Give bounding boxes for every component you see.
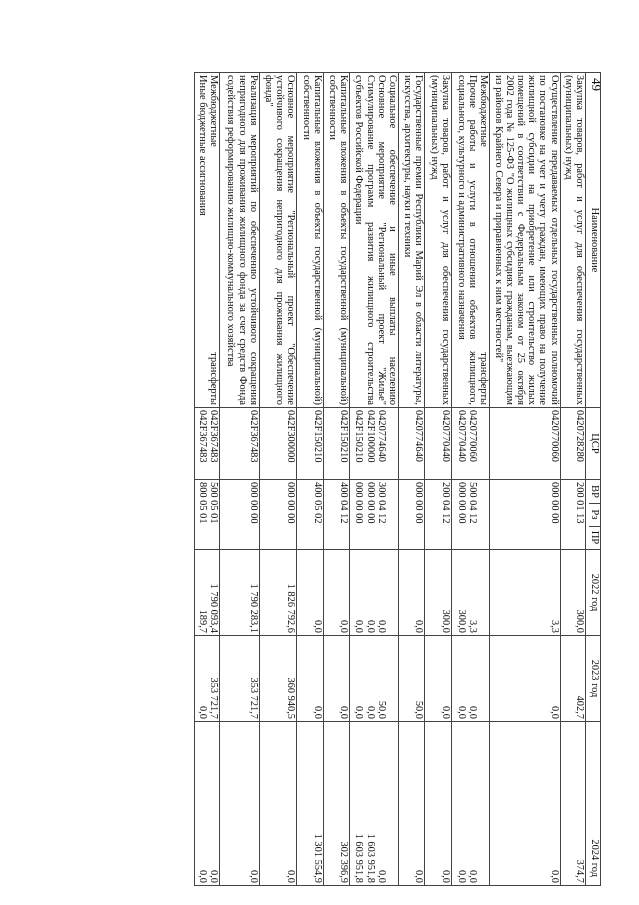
row-2024-cell [323, 722, 349, 886]
row-2022-cell [560, 550, 585, 636]
cell-value: 0,0 [247, 870, 259, 883]
row-2022-cell [350, 550, 399, 636]
cell-value: 400 05 02 [311, 482, 323, 524]
cell-value: 000 00 00 [247, 482, 259, 524]
row-name-line: Иные бюджетные ассигнования [196, 75, 208, 216]
cell-value: 042F367483 [196, 410, 208, 463]
row-vr-rz-pr-cell [398, 480, 424, 550]
row-vr-rz-pr-cell [220, 480, 260, 550]
cell-value: 0,0 [285, 870, 297, 883]
row-vr-rz-pr-cell [451, 480, 490, 550]
cell-value: 0,0 [455, 706, 467, 719]
cell-value: 0,0 [208, 870, 220, 883]
cell-value: 0,0 [467, 706, 479, 719]
row-name-line: (муниципальных) нужд [428, 75, 440, 180]
row-name-line: (муниципальных) нужд [562, 75, 574, 180]
row-2023-cell [490, 636, 560, 722]
cell-value: 0,0 [196, 706, 208, 719]
row-2023-cell [451, 636, 490, 722]
row-2022-cell [451, 550, 490, 636]
cell-value: 374,7 [574, 859, 585, 883]
row-2023-cell [425, 636, 451, 722]
cell-value: 189,7 [196, 609, 208, 633]
cell-value: 0420770060 [548, 410, 560, 462]
header-name: Наименование [586, 73, 601, 408]
row-2024-cell [490, 722, 560, 886]
cell-value: 1 790 283,1 [247, 583, 259, 633]
cell-value: 0420770440 [439, 410, 451, 462]
row-2022-cell [259, 550, 297, 636]
row-csr-cell [560, 408, 585, 480]
row-name-line: Основное мероприятие "Региональный проект "Обеспечение [285, 75, 297, 405]
cell-value: 000 00 00 [364, 482, 376, 524]
table-row [560, 73, 585, 886]
cell-value: 0,0 [353, 620, 365, 633]
cell-value: 0,0 [338, 706, 350, 719]
table-body [194, 73, 585, 886]
cell-value: 300,0 [455, 609, 467, 633]
row-vr-rz-pr-cell [490, 480, 560, 550]
row-vr-rz-pr-cell [323, 480, 349, 550]
cell-value: 0,0 [364, 620, 376, 633]
row-2023-cell [560, 636, 585, 722]
cell-value: 000 00 00 [353, 482, 365, 524]
row-name-cell [398, 73, 424, 408]
cell-value: 0420774640 [375, 410, 387, 462]
cell-value: 0,0 [439, 870, 451, 883]
row-name-line: помещений в соответствии с Федеральным законом от 25 октября [514, 75, 526, 405]
cell-value: 000 00 00 [455, 482, 467, 524]
table-row [451, 73, 490, 886]
cell-value: 1 790 093,4 [208, 583, 220, 633]
row-csr-cell [490, 408, 560, 480]
row-name-cell [425, 73, 451, 408]
cell-value: 000 00 00 [413, 482, 425, 524]
cell-value: 0,0 [455, 870, 467, 883]
row-name-cell [490, 73, 560, 408]
row-2024-cell [425, 722, 451, 886]
table-row [259, 73, 297, 886]
cell-value: 0,0 [338, 620, 350, 633]
row-name-cell [560, 73, 585, 408]
row-name-line: Государственные премии Республики Марий Эл в области литературы, [413, 75, 425, 405]
row-2024-cell [451, 722, 490, 886]
row-name-line: искусства, архитектуры, науки и техники [402, 75, 414, 258]
row-2023-cell [297, 636, 323, 722]
cell-value: 000 00 00 [548, 482, 560, 524]
table-row [323, 73, 349, 886]
cell-value: 042F367483 [208, 410, 220, 463]
row-2023-cell [194, 636, 219, 722]
row-name-line: 2002 года № 125-ФЗ "О жилищных субсидиях гражданам, выезжающим [503, 75, 515, 405]
row-2022-cell [297, 550, 323, 636]
row-2023-cell [323, 636, 349, 722]
row-name-line: Основное мероприятие "Региональный проект "Жилье" [375, 75, 387, 405]
row-2023-cell [220, 636, 260, 722]
row-name-line: собственности [326, 75, 338, 140]
row-name-line: Межбюджетные трансферты [208, 75, 220, 405]
cell-value: 0420770060 [467, 410, 479, 462]
cell-value: 042F150210 [311, 410, 323, 463]
table-row [297, 73, 323, 886]
table-row [350, 73, 399, 886]
row-vr-rz-pr-cell [425, 480, 451, 550]
table-row [194, 73, 219, 886]
cell-value: 302 396,9 [338, 841, 350, 883]
row-csr-cell [425, 408, 451, 480]
row-name-cell [323, 73, 349, 408]
cell-value: 1 826 792,6 [285, 583, 297, 633]
row-2024-cell [297, 722, 323, 886]
row-name-cell [259, 73, 297, 408]
header-2023: 2023 год [586, 636, 601, 722]
row-name-line: Социальное обеспечение и иные выплаты населению [386, 75, 398, 405]
row-name-line: фонда" [262, 75, 274, 107]
cell-value: 000 00 00 [285, 482, 297, 524]
row-name-cell [220, 73, 260, 408]
cell-value: 1 301 554,9 [311, 833, 323, 883]
cell-value: 0,0 [375, 870, 387, 883]
row-vr-rz-pr-cell [297, 480, 323, 550]
page-number: 49 [589, 78, 604, 91]
row-csr-cell [398, 408, 424, 480]
cell-value: 0,0 [413, 620, 425, 633]
row-csr-cell [259, 408, 297, 480]
row-2024-cell [194, 722, 219, 886]
cell-value: 0,0 [439, 706, 451, 719]
table-row [398, 73, 424, 886]
row-2022-cell [425, 550, 451, 636]
cell-value: 0,0 [311, 706, 323, 719]
header-vr: ВР [589, 481, 600, 504]
row-csr-cell [194, 408, 219, 480]
header-csr: ЦСР [586, 408, 601, 480]
cell-value: 300,0 [439, 609, 451, 633]
row-vr-rz-pr-cell [194, 480, 219, 550]
row-name-line: Осуществление передаваемых отдельных государственных полномочий [548, 75, 560, 405]
row-name-cell [194, 73, 219, 408]
row-name-cell [350, 73, 399, 408]
cell-value: 400 04 12 [338, 482, 350, 524]
cell-value: 0,0 [353, 706, 365, 719]
cell-value: 0,0 [364, 706, 376, 719]
row-name-line: собственности [300, 75, 312, 140]
row-2024-cell [560, 722, 585, 886]
rotated-table-container [88, 72, 601, 885]
row-name-line: социального, культурного и административного назначения [455, 75, 467, 340]
row-name-line: непригодного для проживания жилищного фонда за счет средств Фонда [236, 75, 248, 405]
table-row [425, 73, 451, 886]
cell-value: 500 05 01 [208, 482, 220, 524]
row-name-line: Прочие работы и услуги в отношении объектов жилищного, [467, 75, 479, 405]
cell-value: 042F150210 [338, 410, 350, 463]
row-name-cell [451, 73, 490, 408]
cell-value: 0,0 [548, 870, 560, 883]
row-2023-cell [398, 636, 424, 722]
cell-value: 0,0 [196, 870, 208, 883]
row-vr-rz-pr-cell [259, 480, 297, 550]
row-name-line: устойчивого сокращения непригодного для проживания жилищного [274, 75, 286, 405]
cell-value: 042F100000 [364, 410, 376, 463]
row-csr-cell [297, 408, 323, 480]
cell-value: 0420728280 [574, 410, 585, 462]
cell-value: 200 04 12 [439, 482, 451, 524]
row-2024-cell [350, 722, 399, 886]
cell-value: 0,0 [413, 870, 425, 883]
row-name-line: из районов Крайнего Севера и приравненных к ним местностей" [492, 75, 504, 363]
cell-value: 200 01 13 [574, 482, 585, 524]
cell-value: 0,0 [467, 870, 479, 883]
row-name-line: Закупка товаров, работ и услуг для обеспечения государственных [439, 75, 451, 405]
cell-value: 042F150210 [353, 410, 365, 463]
row-name-line: жилищной субсидии на приобретение или строительство жилых [526, 75, 538, 405]
row-csr-cell [451, 408, 490, 480]
row-name-cell [297, 73, 323, 408]
cell-value: 353 721,7 [247, 677, 259, 719]
row-csr-cell [323, 408, 349, 480]
row-name-line: Межбюджетные трансферты [478, 75, 490, 405]
header-2022: 2022 год [586, 550, 601, 636]
row-2022-cell [220, 550, 260, 636]
row-2022-cell [194, 550, 219, 636]
row-name-line: по постановке на учет и учету граждан, имеющих право на получение [537, 75, 549, 405]
cell-value: 0420770440 [455, 410, 467, 462]
row-name-line: Реализация мероприятий по обеспечению устойчивого сокращения [247, 75, 259, 405]
cell-value: 50,0 [413, 700, 425, 719]
row-csr-cell [220, 408, 260, 480]
table-header-row [586, 73, 601, 886]
row-2022-cell [490, 550, 560, 636]
row-vr-rz-pr-cell [350, 480, 399, 550]
table-row [490, 73, 560, 886]
cell-value: 1 603 951,8 [353, 833, 365, 883]
row-2022-cell [323, 550, 349, 636]
header-pr: ПР [589, 530, 600, 545]
cell-value: 0,0 [375, 620, 387, 633]
row-2022-cell [398, 550, 424, 636]
cell-value: 3,3 [548, 620, 560, 633]
cell-value: 500 04 12 [467, 482, 479, 524]
cell-value: 300 04 12 [375, 482, 387, 524]
cell-value: 042F367483 [247, 410, 259, 463]
cell-value: 50,0 [375, 700, 387, 719]
cell-value: 042F300000 [285, 410, 297, 463]
row-name-line: Капитальные вложения в объекты государственной (муниципальной) [311, 75, 323, 405]
header-vr-rz-pr [586, 480, 601, 550]
cell-value: 360 940,5 [285, 677, 297, 719]
header-rz: Рз [589, 504, 600, 527]
row-vr-rz-pr-cell [560, 480, 585, 550]
row-2023-cell [259, 636, 297, 722]
row-name-line: Стимулирование программ развития жилищного строительства [364, 75, 376, 405]
table-row [220, 73, 260, 886]
cell-value: 0,0 [548, 706, 560, 719]
budget-table [194, 72, 601, 886]
row-name-line: содействия реформированию жилищно-коммунального хозяйства [225, 75, 237, 367]
cell-value: 800 05 01 [196, 482, 208, 524]
cell-value: 353 721,7 [208, 677, 220, 719]
row-name-line: Закупка товаров, работ и услуг для обеспечения государственных [574, 75, 585, 405]
cell-value: 0,0 [311, 620, 323, 633]
row-2024-cell [398, 722, 424, 886]
row-name-line: субъектов Российской Федерации [353, 75, 365, 225]
cell-value: 1 603 951,8 [364, 833, 376, 883]
row-name-line: Капитальные вложения в объекты государственной (муниципальной) [338, 75, 350, 405]
row-csr-cell [350, 408, 399, 480]
row-2024-cell [220, 722, 260, 886]
cell-value: 402,7 [574, 695, 585, 719]
header-2024: 2024 год [586, 722, 601, 886]
cell-value: 300,0 [574, 609, 585, 633]
cell-value: 0420774640 [413, 410, 425, 462]
row-2024-cell [259, 722, 297, 886]
cell-value: 3,3 [467, 620, 479, 633]
row-2023-cell [350, 636, 399, 722]
